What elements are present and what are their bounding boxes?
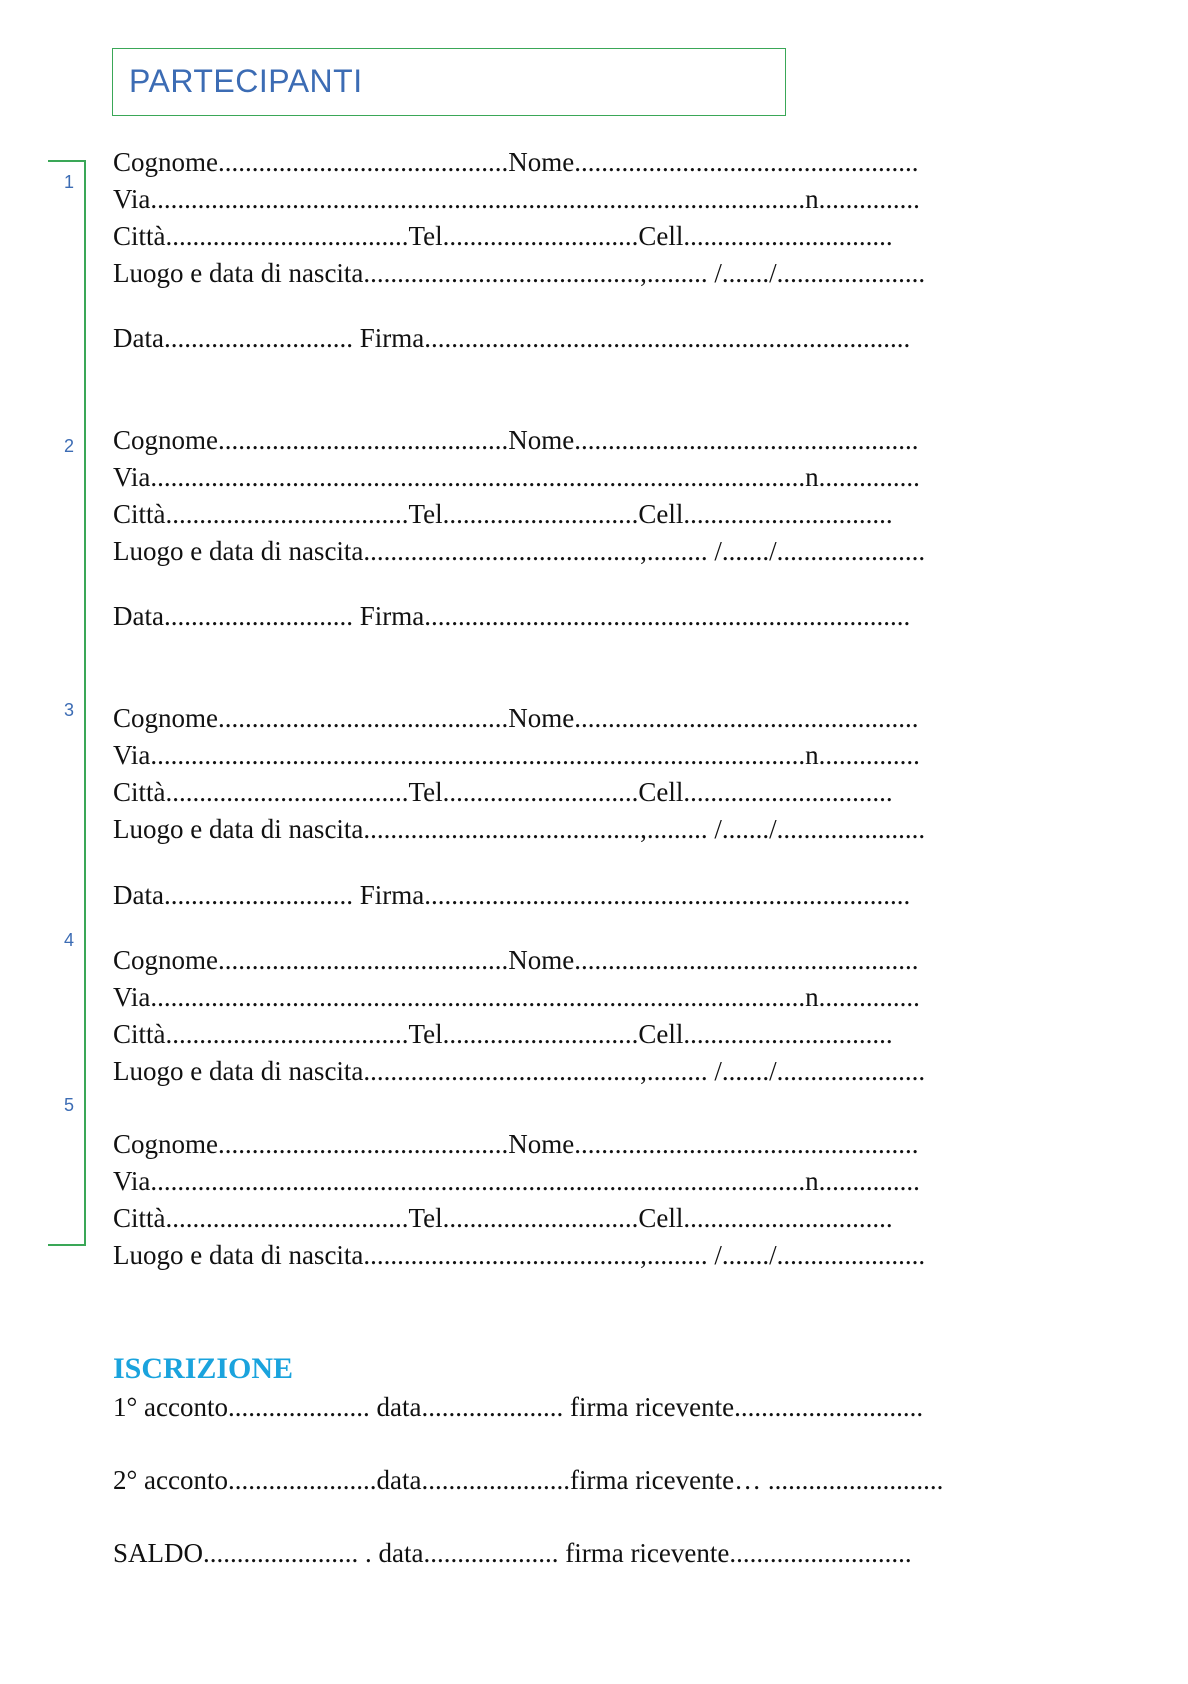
page-title: PARTECIPANTI xyxy=(129,63,363,99)
p1-via-line: Via.................................................................................................n............... xyxy=(113,184,920,214)
p4-citta-line: Città....................................Tel.............................Cell............................... xyxy=(113,1019,893,1049)
p4-cognome-nome-line: Cognome...........................................Nome................................................... xyxy=(113,945,919,975)
p1-citta-line: Città....................................Tel.............................Cell............................... xyxy=(113,221,893,251)
participant-number-1: 1 xyxy=(64,172,75,192)
p5-via-line: Via.................................................................................................n............... xyxy=(113,1166,920,1196)
p4-via-line: Via.................................................................................................n............... xyxy=(113,982,920,1012)
p3-citta-line: Città....................................Tel.............................Cell............................... xyxy=(113,777,893,807)
p5-citta-line: Città....................................Tel.............................Cell............................... xyxy=(113,1203,893,1233)
participant-number-3: 3 xyxy=(64,700,75,720)
p1-nascita-line: Luogo e data di nascita.........................................,......... /......./...................... xyxy=(113,258,926,288)
p3-data-firma-line: Data............................ Firma........................................................................ xyxy=(113,880,911,910)
p2-citta-line: Città....................................Tel.............................Cell............................... xyxy=(113,499,893,529)
p1-data-firma-line: Data............................ Firma........................................................................ xyxy=(113,323,911,353)
participant-number-2: 2 xyxy=(64,436,75,456)
p1-cognome-nome-line: Cognome...........................................Nome................................................... xyxy=(113,147,919,177)
p5-nascita-line: Luogo e data di nascita.........................................,......... /......./...................... xyxy=(113,1240,926,1270)
iscrizione-heading: ISCRIZIONE xyxy=(113,1352,294,1385)
acconto1-line: 1° acconto..................... data..................... firma ricevente............................ xyxy=(113,1392,924,1422)
title-box xyxy=(112,48,786,116)
p3-nascita-line: Luogo e data di nascita.........................................,......... /......./...................... xyxy=(113,814,926,844)
p2-via-line: Via.................................................................................................n............... xyxy=(113,462,920,492)
p2-data-firma-line: Data............................ Firma........................................................................ xyxy=(113,601,911,631)
saldo-line: SALDO....................... . data.................... firma ricevente........................... xyxy=(113,1538,912,1568)
p3-via-line: Via.................................................................................................n............... xyxy=(113,740,920,770)
p2-cognome-nome-line: Cognome...........................................Nome................................................... xyxy=(113,425,919,455)
p2-nascita-line: Luogo e data di nascita.........................................,......... /......./...................... xyxy=(113,536,926,566)
p5-cognome-nome-line: Cognome...........................................Nome................................................... xyxy=(113,1129,919,1159)
p4-nascita-line: Luogo e data di nascita.........................................,......... /......./...................... xyxy=(113,1056,926,1086)
participant-number-5: 5 xyxy=(64,1095,75,1115)
participant-number-4: 4 xyxy=(64,930,75,950)
p3-cognome-nome-line: Cognome...........................................Nome................................................... xyxy=(113,703,919,733)
acconto2-line: 2° acconto......................data......................firma ricevente… .......................... xyxy=(113,1465,944,1495)
